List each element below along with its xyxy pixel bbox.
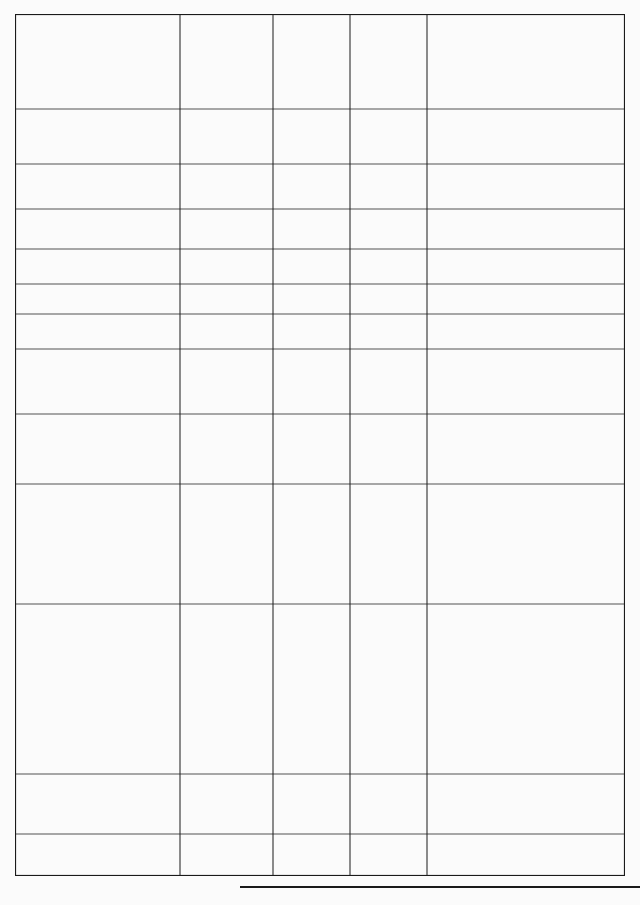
footer-rule: [240, 886, 640, 888]
row-dividers: [15, 109, 625, 834]
column-dividers: [180, 14, 427, 876]
rotated-route-table: [15, 14, 625, 876]
